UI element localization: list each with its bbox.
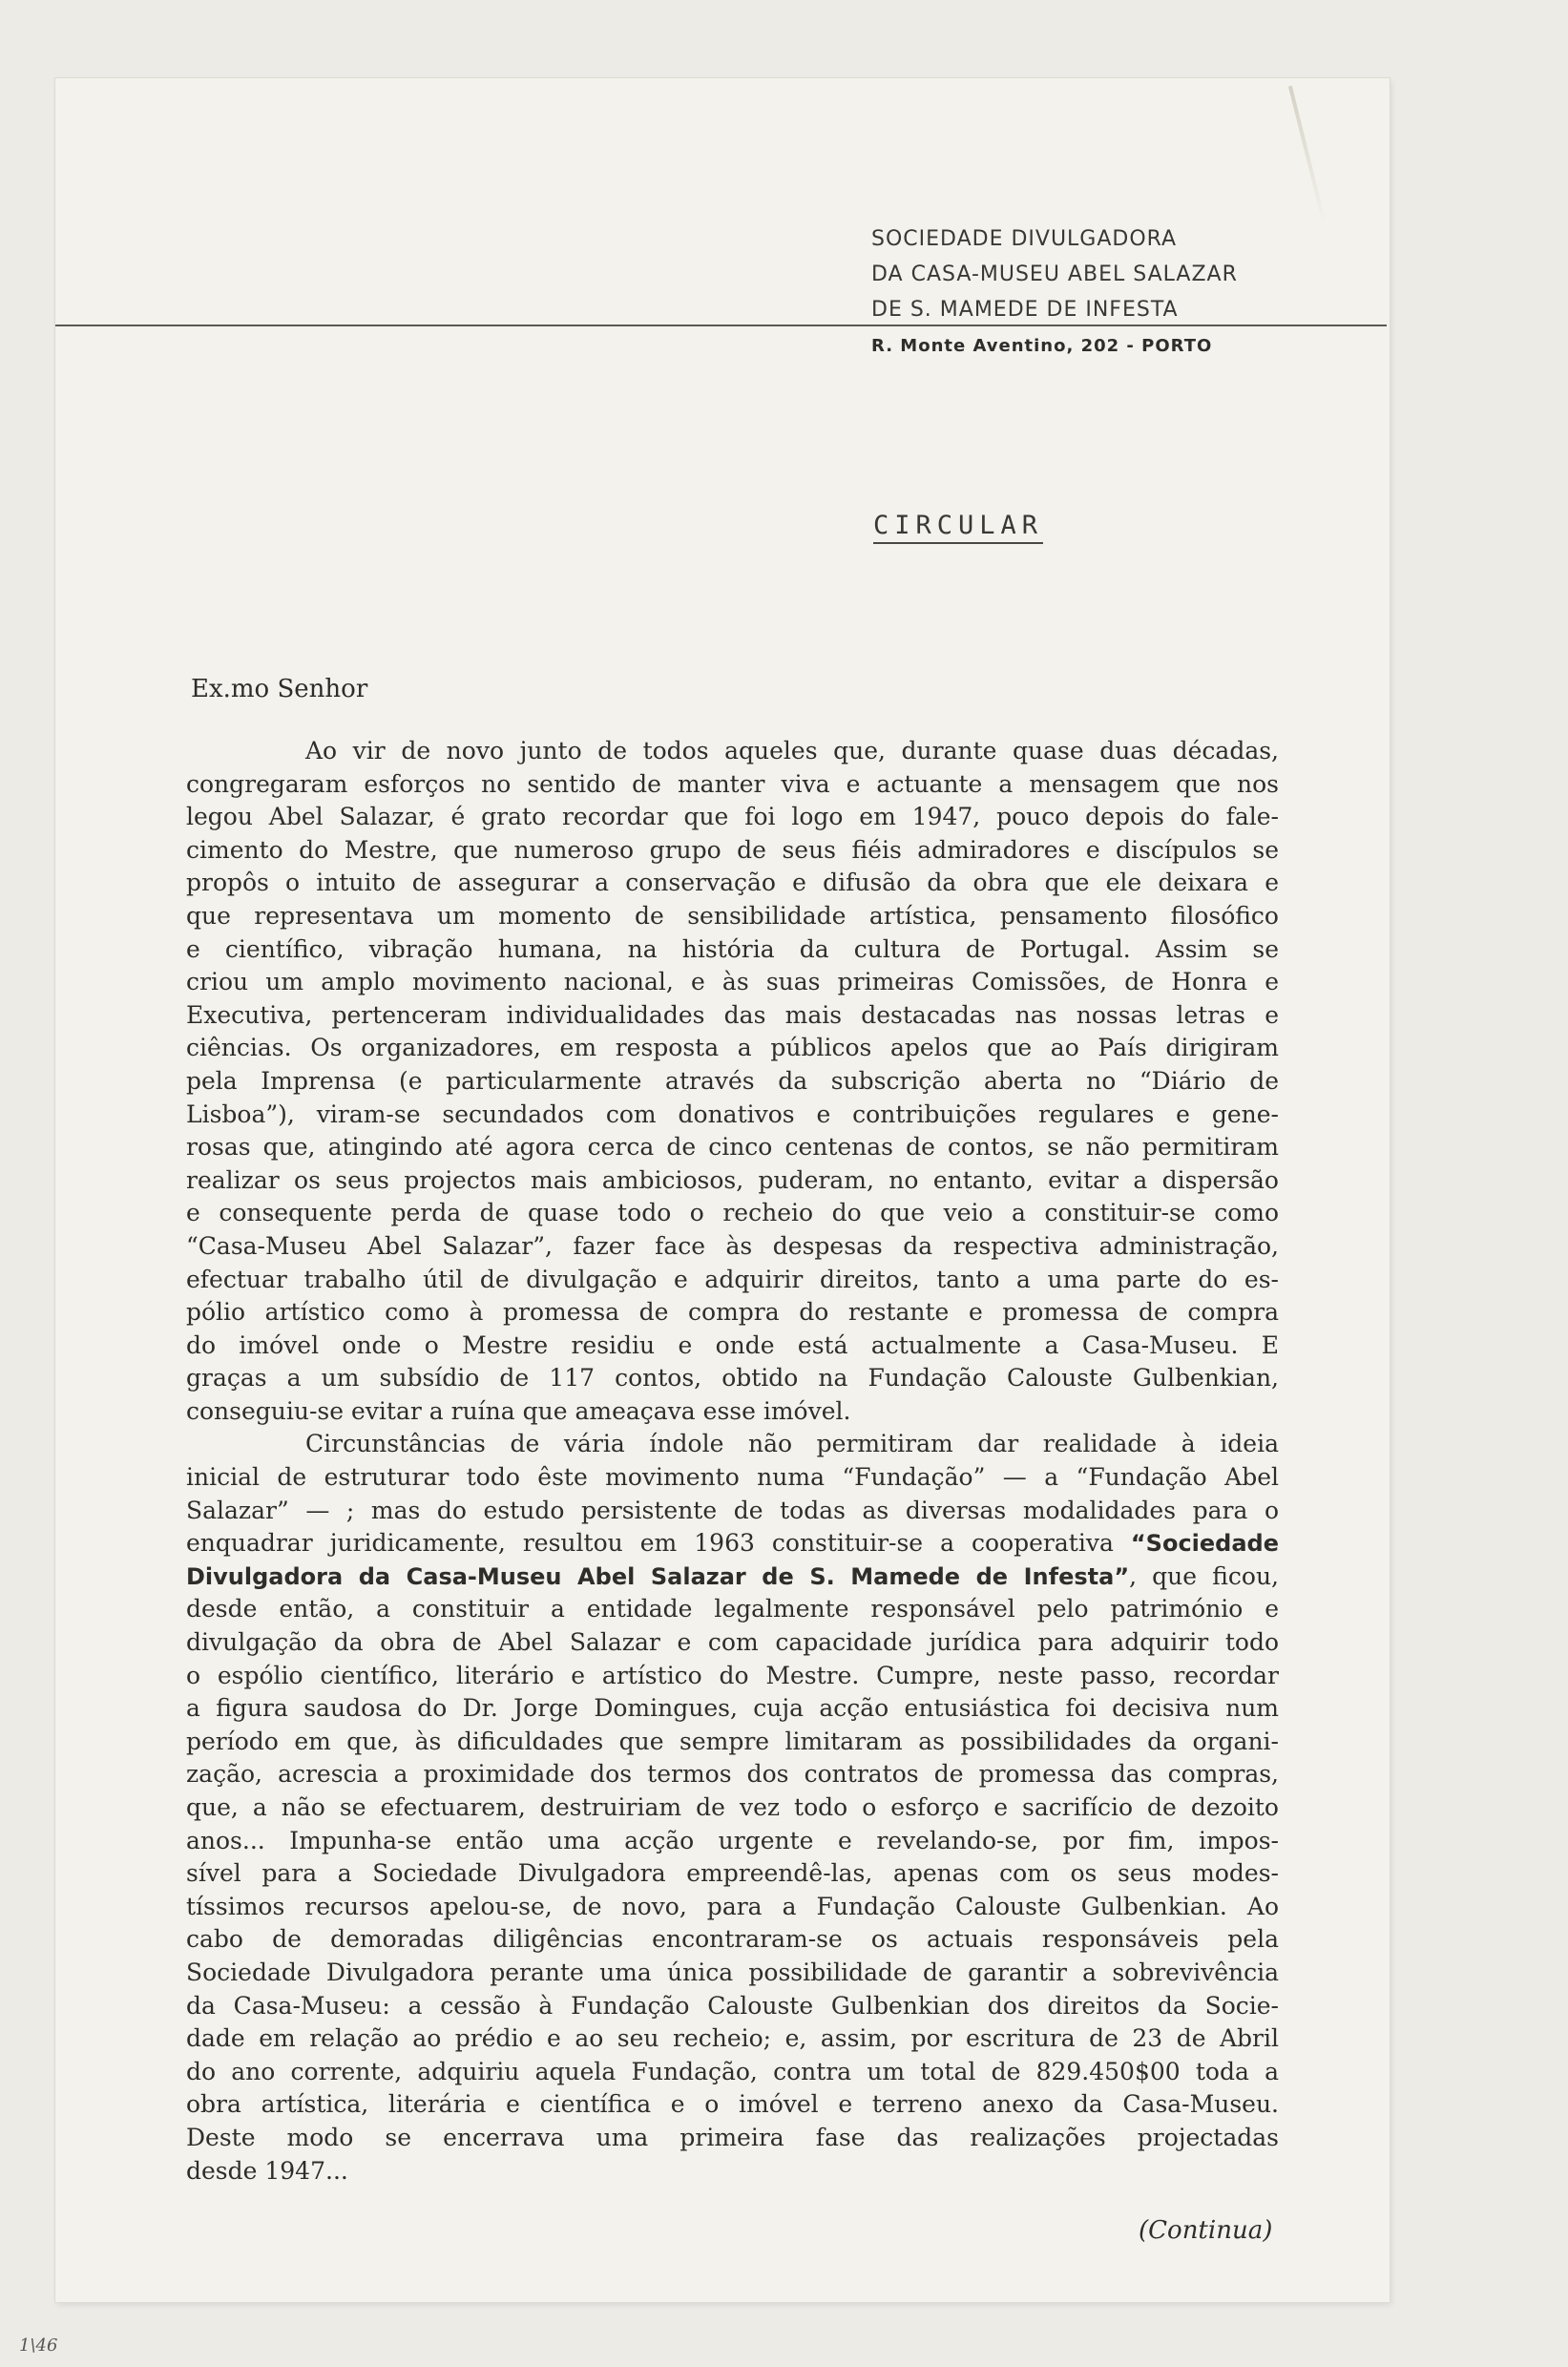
body-line: conseguiu-se evitar a ruína que ameaçava esse imóvel. bbox=[186, 1396, 851, 1425]
body-line: que representava um momento de sensibilidade artística, pensamento filosófico bbox=[186, 901, 1279, 930]
body-line: sível para a Sociedade Divulgadora empreendê-las, apenas com os seus modes- bbox=[186, 1859, 1279, 1888]
body-line: cimento do Mestre, que numeroso grupo de seus fiéis admiradores e discípulos se bbox=[186, 835, 1279, 864]
letterhead-rule bbox=[55, 325, 1387, 326]
body-line: Executiva, pertenceram individualidades das mais destacadas nas nossas letras e bbox=[186, 1000, 1279, 1029]
body-line bbox=[186, 1527, 1279, 1561]
body-line: “Casa-Museu Abel Salazar”, fazer face às despesas da respectiva administração, bbox=[186, 1231, 1279, 1260]
letterhead-address: R. Monte Aventino, 202 - PORTO bbox=[871, 336, 1213, 356]
body-line: anos... Impunha-se então uma acção urgente e revelando-se, por fim, impos- bbox=[186, 1826, 1279, 1854]
body-line: período em que, às dificuldades que sempre limitaram as possibilidades da organi- bbox=[186, 1727, 1279, 1755]
letterhead bbox=[871, 221, 1238, 327]
body-line: cabo de demoradas diligências encontraram-se os actuais responsáveis pela bbox=[186, 1925, 1279, 1954]
body-line: pólio artístico como à promessa de compra do restante e promessa de compra bbox=[186, 1298, 1279, 1327]
society-name: Divulgadora da Casa-Museu Abel Salazar de S. Mamede de Infesta” bbox=[186, 1562, 1130, 1590]
body-line: realizar os seus projectos mais ambiciosos, puderam, no entanto, evitar a dispersão bbox=[186, 1165, 1279, 1194]
body-line: desde então, a constituir a entidade legalmente responsável pelo património e bbox=[186, 1595, 1279, 1623]
body-line: rosas que, atingindo até agora cerca de cinco centenas de contos, se não permitiram bbox=[186, 1133, 1279, 1162]
body-line: Sociedade Divulgadora perante uma única possibilidade de garantir a sobrevivência bbox=[186, 1958, 1279, 1986]
letterhead-line: SOCIEDADE DIVULGADORA bbox=[871, 227, 1178, 251]
body-line: inicial de estruturar todo êste movimento numa “Fundação” — a “Fundação Abel bbox=[186, 1463, 1279, 1492]
letter-body bbox=[186, 735, 1279, 2188]
body-line: propôs o intuito de assegurar a conservação e difusão da obra que ele deixara e bbox=[186, 869, 1279, 897]
body-line: Circunstâncias de vária índole não permitiram dar realidade à ideia bbox=[305, 1430, 1279, 1458]
body-line: graças a um subsídio de 117 contos, obtido na Fundação Calouste Gulbenkian, bbox=[186, 1364, 1279, 1393]
document-title: CIRCULAR bbox=[873, 511, 1043, 544]
body-line: e consequente perda de quase todo o recheio do que veio a constituir-se como bbox=[186, 1199, 1279, 1227]
body-line: zação, acrescia a proximidade dos termos dos contratos de promessa das compras, bbox=[186, 1760, 1279, 1789]
body-text: , que ficou, bbox=[1129, 1561, 1279, 1590]
body-line: legou Abel Salazar, é grato recordar que foi logo em 1947, pouco depois do fale- bbox=[186, 803, 1279, 831]
body-line: Ao vir de novo junto de todos aqueles que, durante quase duas décadas, bbox=[305, 737, 1279, 765]
body-line: congregaram esforços no sentido de manter viva e actuante a mensagem que nos bbox=[186, 769, 1279, 798]
body-line: Deste modo se encerrava uma primeira fase das realizações projectadas bbox=[186, 2123, 1279, 2151]
body-text: enquadrar juridicamente, resultou em 1963 constituir-se a cooperativa bbox=[186, 1529, 1114, 1558]
letterhead-line: DE S. MAMEDE DE INFESTA bbox=[871, 298, 1179, 322]
society-name: “Sociedade bbox=[1130, 1530, 1280, 1558]
body-line: divulgação da obra de Abel Salazar e com capacidade jurídica para adquirir todo bbox=[186, 1628, 1279, 1657]
body-line: criou um amplo movimento nacional, e às suas primeiras Comissões, de Honra e bbox=[186, 968, 1279, 996]
body-line: obra artística, literária e científica e o imóvel e terreno anexo da Casa-Museu. bbox=[186, 2090, 1279, 2119]
page-number-note: 1\46 bbox=[19, 2336, 58, 2356]
body-line: ciências. Os organizadores, em resposta a públicos apelos que ao País dirigiram bbox=[186, 1034, 1279, 1062]
continued-note: (Continua) bbox=[1139, 2216, 1273, 2245]
body-line: efectuar trabalho útil de divulgação e adquirir direitos, tanto a uma parte do es- bbox=[186, 1265, 1279, 1293]
body-line: tíssimos recursos apelou-se, de novo, para a Fundação Calouste Gulbenkian. Ao bbox=[186, 1892, 1279, 1920]
body-line: do ano corrente, adquiriu aquela Fundação, contra um total de 829.450$00 toda a bbox=[186, 2057, 1279, 2085]
body-line: o espólio científico, literário e artístico do Mestre. Cumpre, neste passo, recordar bbox=[186, 1661, 1279, 1689]
body-line: desde 1947... bbox=[186, 2156, 348, 2185]
body-line bbox=[186, 1561, 1279, 1594]
body-line: dade em relação ao prédio e ao seu recheio; e, assim, por escritura de 23 de Abril bbox=[186, 2024, 1279, 2053]
body-line: Lisboa”), viram-se secundados com donativos e contribuições regulares e gene- bbox=[186, 1100, 1279, 1128]
letterhead-line: DA CASA-MUSEU ABEL SALAZAR bbox=[871, 262, 1238, 286]
body-line: Salazar” — ; mas do estudo persistente de todas as diversas modalidades para o bbox=[186, 1496, 1279, 1524]
body-line: a figura saudosa do Dr. Jorge Domingues, cuja acção entusiástica foi decisiva num bbox=[186, 1694, 1279, 1723]
body-line: do imóvel onde o Mestre residiu e onde está actualmente a Casa-Museu. E bbox=[186, 1330, 1279, 1359]
salutation: Ex.mo Senhor bbox=[191, 675, 368, 703]
body-line: e científico, vibração humana, na história da cultura de Portugal. Assim se bbox=[186, 934, 1279, 963]
body-line: pela Imprensa (e particularmente através da subscrição aberta no “Diário de bbox=[186, 1066, 1279, 1095]
body-line: que, a não se efectuarem, destruiriam de vez todo o esforço e sacrifício de dezoito bbox=[186, 1793, 1279, 1821]
body-line: da Casa-Museu: a cessão à Fundação Calouste Gulbenkian dos direitos da Socie- bbox=[186, 1991, 1279, 2020]
